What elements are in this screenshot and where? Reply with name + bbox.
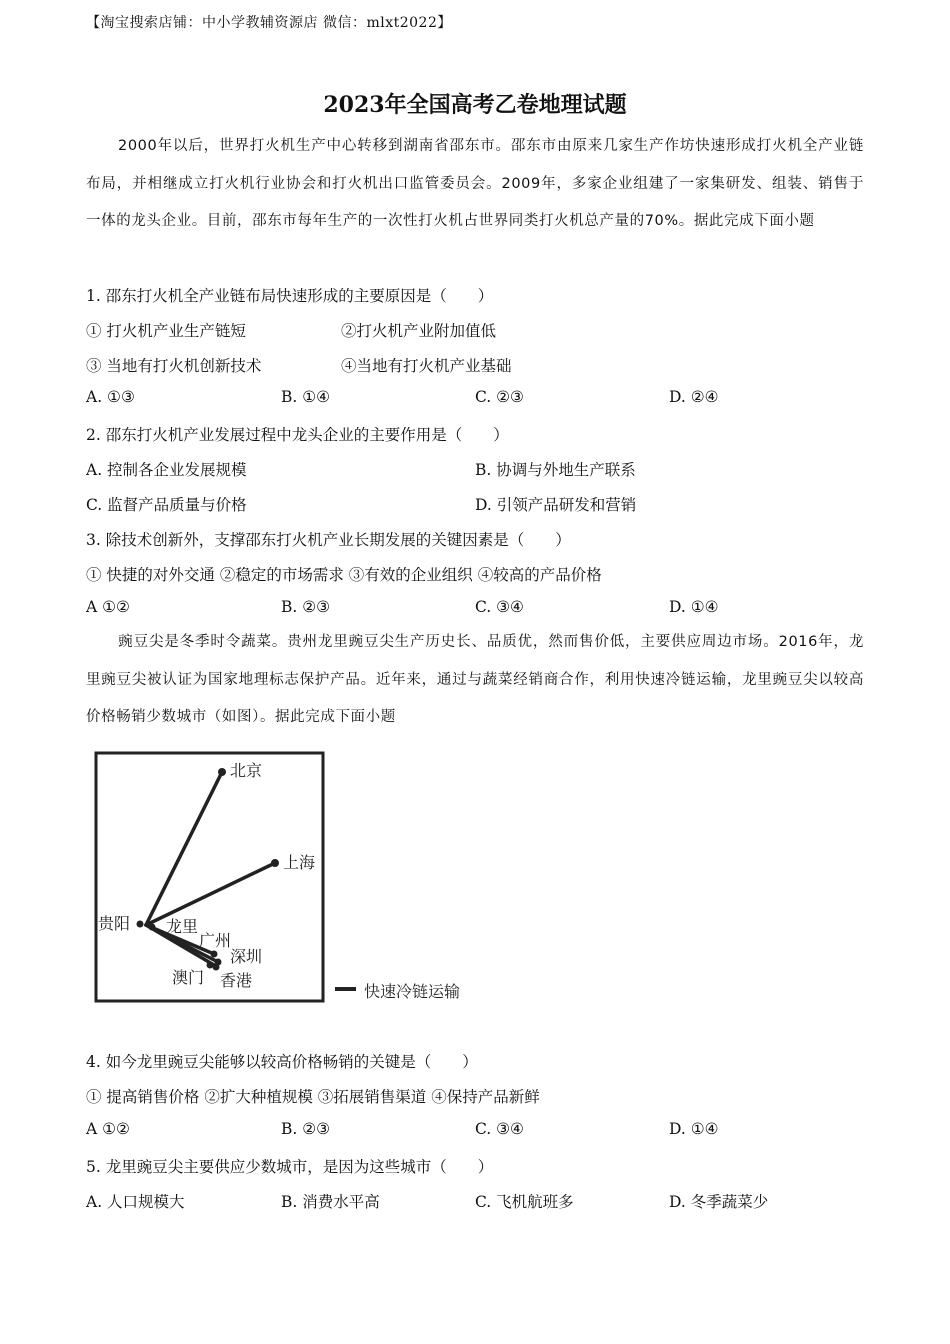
q1-option-b[interactable]: B. ①④ <box>281 388 331 406</box>
route-beijing <box>146 772 222 925</box>
q3-option-b[interactable]: B. ②③ <box>281 598 331 616</box>
q2-stem: 2. 邵东打火机产业发展过程中龙头企业的主要作用是（ ） <box>86 426 509 444</box>
cold-chain-map <box>90 748 490 1008</box>
q1-option-d[interactable]: D. ②④ <box>669 388 719 406</box>
q3-stem: 3. 除技术创新外，支撑邵东打火机产业长期发展的关键因素是（ ） <box>86 531 571 549</box>
q4-stem: 4. 如今龙里豌豆尖能够以较高价格畅销的关键是（ ） <box>86 1053 478 1071</box>
passage-1 <box>86 128 864 241</box>
passage-2 <box>86 624 864 737</box>
label-macau: 澳门 <box>172 968 205 987</box>
q3-option-c[interactable]: C. ③④ <box>475 598 524 616</box>
q5-option-d[interactable]: D. 冬季蔬菜少 <box>669 1193 769 1211</box>
q5-option-c[interactable]: C. 飞机航班多 <box>475 1193 574 1211</box>
header-note: 【淘宝搜索店铺：中小学教辅资源店 微信：mlxt2022】 <box>86 15 452 31</box>
city-dot-beijing <box>218 768 226 776</box>
q2-option-a[interactable]: A. 控制各企业发展规模 <box>86 461 247 479</box>
q4-option-d[interactable]: D. ①④ <box>669 1120 719 1138</box>
city-dot-guangzhou <box>211 951 218 958</box>
q1-item-1: ① 打火机产业生产链短 <box>86 322 246 340</box>
q2-option-c[interactable]: C. 监督产品质量与价格 <box>86 496 247 514</box>
q4-option-b[interactable]: B. ②③ <box>281 1120 331 1138</box>
q1-option-c[interactable]: C. ②③ <box>475 388 524 406</box>
q1-item-3: ③ 当地有打火机创新技术 <box>86 357 262 375</box>
legend-label: 快速冷链运输 <box>364 982 461 1001</box>
q4-option-a[interactable]: A ①② <box>86 1120 130 1138</box>
q2-option-d[interactable]: D. 引领产品研发和营销 <box>475 496 637 514</box>
label-beijing: 北京 <box>230 761 263 780</box>
q3-items: ① 快捷的对外交通 ②稳定的市场需求 ③有效的企业组织 ④较高的产品价格 <box>86 566 602 584</box>
page-title: 2023年全国高考乙卷地理试题 <box>323 92 627 118</box>
q3-option-d[interactable]: D. ①④ <box>669 598 719 616</box>
q4-items: ① 提高销售价格 ②扩大种植规模 ③拓展销售渠道 ④保持产品新鲜 <box>86 1088 540 1106</box>
q4-option-c[interactable]: C. ③④ <box>475 1120 524 1138</box>
passage-2-text: 豌豆尖是冬季时令蔬菜。贵州龙里豌豆尖生产历史长、品质优，然而售价低，主要供应周边市场。2016年，龙里豌豆尖被认证为国家地理标志保护产品。近年来，通过与蔬菜经销商合作，利用快速冷链运输，龙里豌豆尖以较高价格畅销少数城市（如图）。据此完成下面小题 <box>86 634 864 725</box>
q1-option-a[interactable]: A. ①③ <box>86 388 135 406</box>
q1-stem: 1. 邵东打火机全产业链布局快速形成的主要原因是（ ） <box>86 287 494 305</box>
label-longli: 龙里 <box>166 917 199 936</box>
label-guangzhou: 广州 <box>199 931 232 950</box>
q2-option-b[interactable]: B. 协调与外地生产联系 <box>475 461 636 479</box>
q5-option-a[interactable]: A. 人口规模大 <box>86 1193 185 1211</box>
city-dot-macau <box>207 962 214 969</box>
q1-item-4: ④当地有打火机产业基础 <box>341 357 512 375</box>
label-hongkong: 香港 <box>220 971 253 990</box>
q5-stem: 5. 龙里豌豆尖主要供应少数城市，是因为这些城市（ ） <box>86 1158 494 1176</box>
city-dot-shanghai <box>271 859 279 867</box>
route-shanghai <box>146 863 275 925</box>
q5-option-b[interactable]: B. 消费水平高 <box>281 1193 380 1211</box>
passage-1-text: 2000年以后，世界打火机生产中心转移到湖南省邵东市。邵东市由原来几家生产作坊快速形成打火机全产业链布局，并相继成立打火机行业协会和打火机出口监管委员会。2009年，多家企业组建了一家集研发、组装、销售于一体的龙头企业。目前，邵东市每年生产的一次性打火机占世界同类打火机总产量的70%。据此完成下面小题 <box>86 138 864 229</box>
q3-option-a[interactable]: A ①② <box>86 598 130 616</box>
label-shanghai: 上海 <box>283 853 316 872</box>
city-dot-guiyang <box>137 921 144 928</box>
label-shenzhen: 深圳 <box>230 947 263 966</box>
q1-item-2: ②打火机产业附加值低 <box>341 322 497 340</box>
label-guiyang: 贵阳 <box>98 914 131 933</box>
city-dot-hongkong <box>213 964 220 971</box>
city-dot-longli <box>149 924 156 931</box>
